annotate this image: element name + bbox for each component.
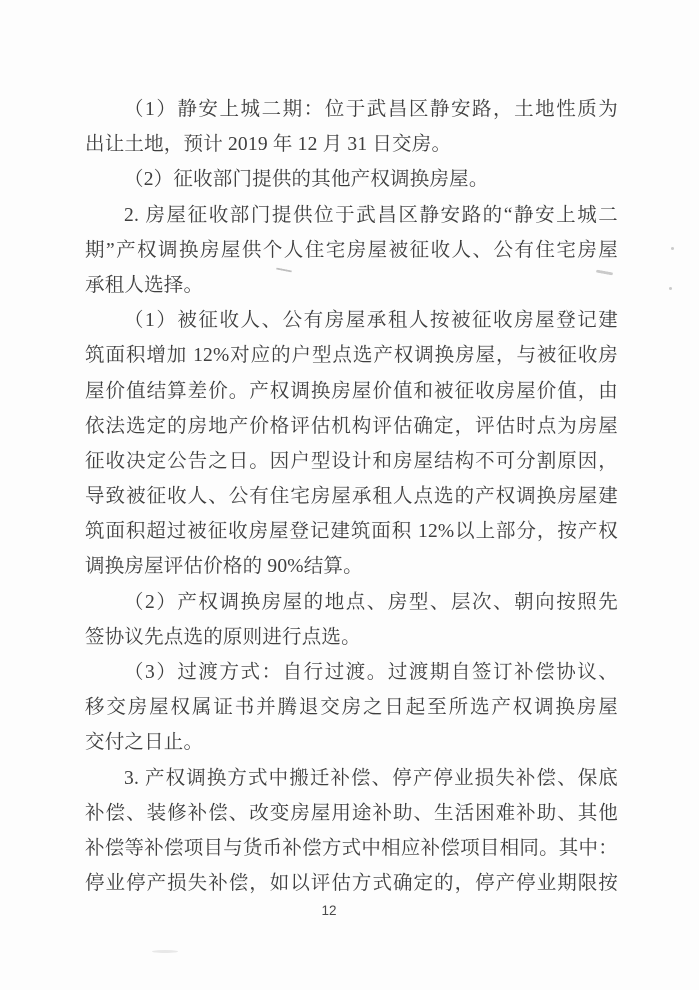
scan-artifact-dot	[671, 247, 674, 250]
text-line: （2）产权调换房屋的地点、房型、层次、朝向按照先	[124, 591, 618, 613]
paragraph	[85, 585, 618, 655]
text-line: 3. 产权调换方式中搬迁补偿、停产停业损失补偿、保底	[124, 767, 618, 789]
text-line: 停业停产损失补偿，如以评估方式确定的，停产停业期限按	[85, 873, 618, 895]
text-line: 移交房屋权属证书并腾退交房之日起至所选产权调换房屋	[85, 697, 618, 719]
paragraph	[85, 92, 618, 162]
text-line: 屋价值结算差价。产权调换房屋价值和被征收房屋价值，由	[85, 380, 618, 402]
paragraph	[85, 761, 618, 902]
text-line: 2. 房屋征收部门提供位于武昌区静安路的“静安上城二	[124, 204, 618, 226]
text-line: 导致被征收人、公有住宅房屋承租人点选的产权调换房屋建	[85, 486, 618, 508]
text-line: 筑面积增加 12%对应的户型点选产权调换房屋，与被征收房	[85, 345, 618, 367]
text-line: （1）静安上城二期：位于武昌区静安路，土地性质为	[124, 99, 618, 120]
text-line: 征收决定公告之日。因户型设计和房屋结构不可分割原因，	[85, 450, 618, 472]
page-number: 12	[321, 903, 337, 918]
text-line: 出让土地，预计 2019 年 12 月 31 日交房。	[85, 134, 452, 156]
paragraph	[85, 303, 618, 585]
text-line: 交付之日止。	[85, 732, 204, 754]
scan-artifact-dot	[669, 287, 672, 290]
text-line: （3）过渡方式：自行过渡。过渡期自签订补偿协议、	[124, 662, 618, 683]
text-line: （2）征收部门提供的其他产权调换房屋。	[124, 169, 489, 191]
text-line: 调换房屋评估价格的 90%结算。	[85, 556, 363, 578]
text-line: （1）被征收人、公有房屋承租人按被征收房屋登记建	[124, 310, 618, 332]
scan-artifact-smudge	[152, 950, 178, 953]
paragraph	[85, 655, 618, 761]
text-line: 补偿等补偿项目与货币补偿方式中相应补偿项目相同。其中：	[85, 837, 618, 859]
text-line: 承租人选择。	[85, 274, 204, 296]
text-line: 补偿、装修补偿、改变房屋用途补助、生活困难补助、其他	[85, 802, 618, 824]
paragraph	[85, 162, 618, 197]
text-line: 筑面积超过被征收房屋登记建筑面积 12%以上部分，按产权	[85, 521, 618, 543]
paragraph	[85, 198, 618, 304]
document-text-block	[85, 92, 618, 901]
text-line: 依法选定的房地产价格评估机构评估确定，评估时点为房屋	[85, 415, 618, 437]
text-line: 签协议先点选的原则进行点选。	[85, 626, 361, 648]
text-line: 期”产权调换房屋供个人住宅房屋被征收人、公有住宅房屋	[85, 239, 618, 261]
